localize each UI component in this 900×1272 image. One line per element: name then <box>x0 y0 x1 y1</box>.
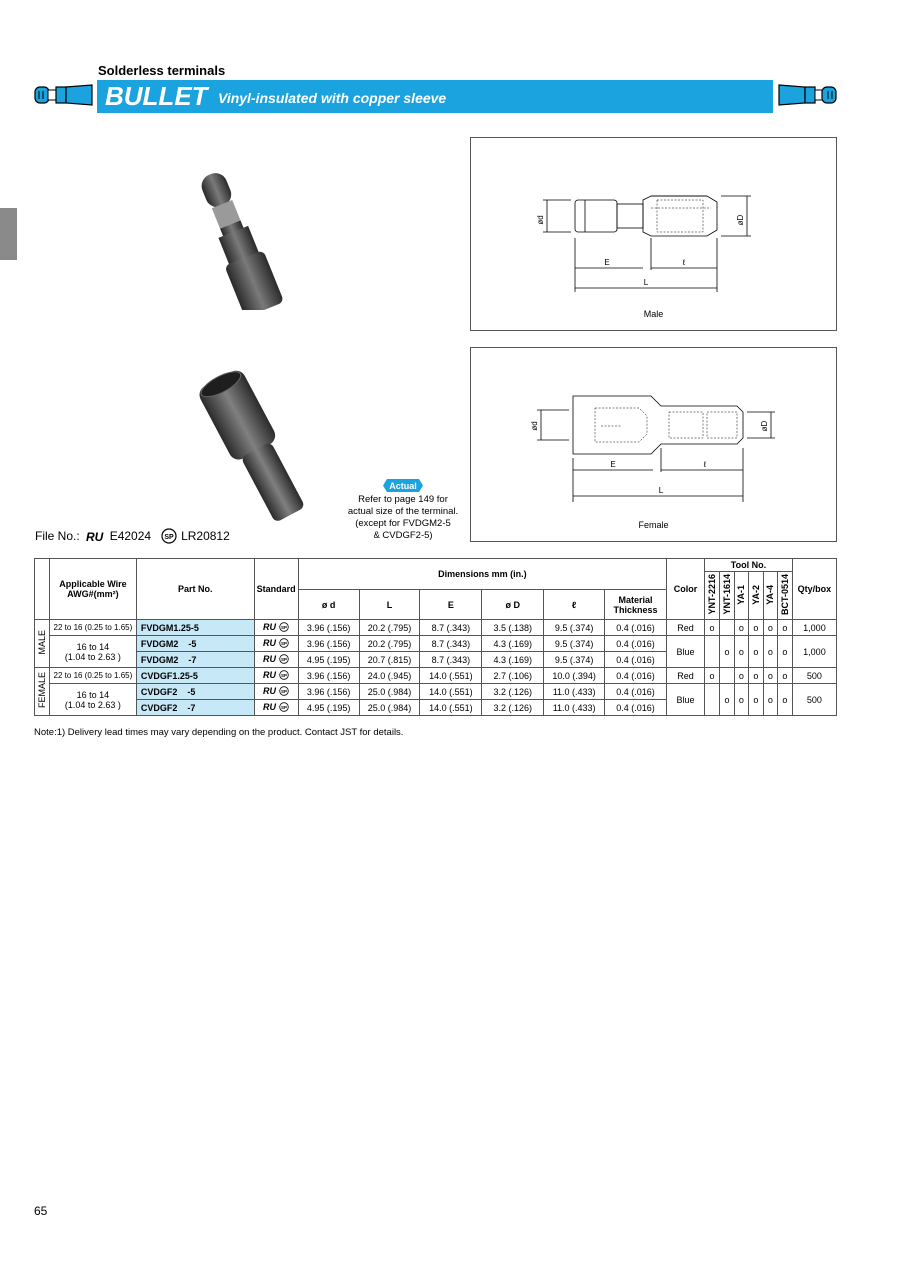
svg-text:SP: SP <box>281 672 288 678</box>
tool-col-header: BCT-0514 <box>779 573 790 616</box>
tool-cell <box>704 684 719 716</box>
part-header: Part No. <box>136 559 254 620</box>
dim-E-cell: 8.7 (.343) <box>420 620 482 636</box>
spec-table <box>34 558 837 716</box>
tool-cell: o <box>777 636 792 668</box>
male-label-d: ød <box>536 215 545 225</box>
dim-l-cell: 11.0 (.433) <box>544 700 605 716</box>
tool-cell: o <box>734 636 748 668</box>
tool-cell: o <box>734 668 748 684</box>
tool-cell: o <box>748 620 763 636</box>
wire-cell: 16 to 14 (1.04 to 2.63 ) <box>49 636 136 668</box>
footnote: Note:1) Delivery lead times may vary depending on the product. Contact JST for details. <box>34 727 404 738</box>
thickness-cell: 0.4 (.016) <box>605 684 667 700</box>
dim-l-header: ℓ <box>544 590 605 620</box>
svg-text:SP: SP <box>281 656 288 662</box>
tool-cell: o <box>719 684 734 716</box>
dim-l-cell: 10.0 (.394) <box>544 668 605 684</box>
dim-L-cell: 20.7 (.815) <box>359 652 420 668</box>
tool-cell: o <box>763 684 777 716</box>
title-bar <box>97 80 773 113</box>
female-label-l: ℓ <box>703 460 707 469</box>
table-row <box>35 636 837 652</box>
ul-mark-icon <box>86 530 106 542</box>
csa-file-number: LR20812 <box>181 529 230 543</box>
page-subtitle: Vinyl-insulated with copper sleeve <box>218 90 447 106</box>
female-caption: Female <box>638 520 669 530</box>
tool-header: Tool No. <box>704 559 792 572</box>
svg-text:RU: RU <box>263 702 277 712</box>
qty-cell: 500 <box>792 684 836 716</box>
qty-cell: 500 <box>792 668 836 684</box>
tool-cell <box>704 636 719 668</box>
male-label-L: L <box>643 278 649 287</box>
dim-D-cell: 4.3 (.169) <box>482 652 544 668</box>
svg-text:RU: RU <box>263 686 277 696</box>
dim-L-cell: 20.2 (.795) <box>359 636 420 652</box>
standard-icons <box>254 684 298 700</box>
thickness-cell: 0.4 (.016) <box>605 652 667 668</box>
dim-D-cell: 3.2 (.126) <box>482 700 544 716</box>
dim-d-cell: 3.96 (.156) <box>298 668 359 684</box>
standard-header: Standard <box>254 559 298 620</box>
category-label: Solderless terminals <box>98 63 226 78</box>
tool-col-header: YNT-2216 <box>706 574 717 615</box>
svg-text:SP: SP <box>281 688 288 694</box>
ul-mark-icon <box>263 702 277 711</box>
dim-d-cell: 3.96 (.156) <box>298 684 359 700</box>
wire-cell: 16 to 14 (1.04 to 2.63 ) <box>49 684 136 716</box>
male-label-D: øD <box>736 214 745 226</box>
actual-size-note <box>338 494 468 542</box>
material-header: Material Thickness <box>605 590 667 620</box>
dim-d-cell: 3.96 (.156) <box>298 620 359 636</box>
tool-cell <box>719 668 734 684</box>
wire-cell: 22 to 16 (0.25 to 1.65) <box>49 620 136 636</box>
svg-text:SP: SP <box>281 624 288 630</box>
dim-D-header: ø D <box>482 590 544 620</box>
dim-L-cell: 25.0 (.984) <box>359 684 420 700</box>
actual-note-line: Refer to page 149 for <box>358 494 448 505</box>
standard-icons <box>254 668 298 684</box>
dim-E-cell: 14.0 (.551) <box>420 684 482 700</box>
ul-mark-icon <box>263 638 277 647</box>
dim-l-cell: 9.5 (.374) <box>544 620 605 636</box>
ul-file-number: E42024 <box>109 529 152 543</box>
tool-col-header: YA-1 <box>736 584 747 605</box>
wire-header: Applicable Wire AWG#(mm²) <box>49 559 136 620</box>
tool-cell: o <box>704 620 719 636</box>
svg-text:SP: SP <box>281 640 288 646</box>
dim-E-cell: 8.7 (.343) <box>420 652 482 668</box>
dim-L-cell: 25.0 (.984) <box>359 700 420 716</box>
svg-text:SP: SP <box>281 704 288 710</box>
dim-d-header: ø d <box>298 590 359 620</box>
standard-icons <box>254 620 298 636</box>
male-terminal-photo <box>185 160 325 310</box>
svg-text:RU: RU <box>263 670 277 680</box>
actual-badge <box>383 479 423 492</box>
tool-cell: o <box>704 668 719 684</box>
thickness-cell: 0.4 (.016) <box>605 700 667 716</box>
tool-cell <box>719 620 734 636</box>
female-label-D: øD <box>760 420 769 432</box>
color-cell: Red <box>667 620 705 636</box>
dim-l-cell: 9.5 (.374) <box>544 652 605 668</box>
tool-col-header: YA-2 <box>750 584 761 605</box>
ul-mark-icon <box>263 670 277 679</box>
tool-cell: o <box>748 636 763 668</box>
tool-cell: o <box>734 620 748 636</box>
tool-cell: o <box>719 636 734 668</box>
group-label-male: MALE <box>36 630 47 655</box>
qty-header: Qty/box <box>792 559 836 620</box>
tool-cell: o <box>763 636 777 668</box>
csa-mark-icon <box>279 686 289 696</box>
female-label-d: ød <box>530 421 539 431</box>
table-row <box>35 668 837 684</box>
table-row <box>35 684 837 700</box>
thickness-cell: 0.4 (.016) <box>605 620 667 636</box>
bullet-terminal-icon <box>34 84 94 106</box>
part-number: CVDGF1.25-5 <box>136 668 254 684</box>
standard-icons <box>254 700 298 716</box>
dim-L-cell: 20.2 (.795) <box>359 620 420 636</box>
actual-note-line: actual size of the terminal. <box>347 506 459 517</box>
dim-E-header: E <box>420 590 482 620</box>
dim-L-cell: 24.0 (.945) <box>359 668 420 684</box>
csa-mark-icon <box>279 638 289 648</box>
dim-E-cell: 8.7 (.343) <box>420 636 482 652</box>
male-label-E: E <box>604 258 610 267</box>
female-terminal-photo <box>185 365 335 525</box>
qty-cell: 1,000 <box>792 620 836 636</box>
svg-text:SP: SP <box>164 534 174 541</box>
tool-cell: o <box>748 684 763 716</box>
female-dimension-drawing <box>470 347 837 542</box>
color-cell: Red <box>667 668 705 684</box>
page-title: BULLET <box>105 81 208 111</box>
csa-mark-icon <box>279 622 289 632</box>
dim-E-cell: 14.0 (.551) <box>420 668 482 684</box>
part-number: FVDGM1.25-5 <box>136 620 254 636</box>
svg-text:RU: RU <box>85 530 104 542</box>
svg-text:RU: RU <box>263 654 277 664</box>
dim-D-cell: 3.5 (.138) <box>482 620 544 636</box>
male-label-l: ℓ <box>682 258 686 267</box>
side-tab <box>0 208 17 260</box>
standard-icons <box>254 636 298 652</box>
dim-E-cell: 14.0 (.551) <box>420 700 482 716</box>
male-dimension-drawing <box>470 137 837 331</box>
page-number: 65 <box>34 1204 48 1218</box>
color-header: Color <box>667 559 705 620</box>
color-cell: Blue <box>667 636 705 668</box>
tool-cell: o <box>777 684 792 716</box>
dim-d-cell: 4.95 (.195) <box>298 652 359 668</box>
female-label-E: E <box>610 460 616 469</box>
csa-mark-icon <box>279 654 289 664</box>
csa-mark-icon <box>279 702 289 712</box>
dim-l-cell: 9.5 (.374) <box>544 636 605 652</box>
tool-col-header: YA-4 <box>765 584 776 605</box>
color-cell: Blue <box>667 684 705 716</box>
qty-cell: 1,000 <box>792 636 836 668</box>
dim-D-cell: 3.2 (.126) <box>482 684 544 700</box>
ul-mark-icon <box>263 686 277 695</box>
thickness-cell: 0.4 (.016) <box>605 668 667 684</box>
bullet-terminal-icon <box>777 84 837 106</box>
csa-mark-icon <box>279 670 289 680</box>
part-number: CVDGF2 -5 <box>136 684 254 700</box>
tool-col-header: YNT-1614 <box>721 574 732 615</box>
svg-text:RU: RU <box>263 622 277 632</box>
tool-cell: o <box>763 668 777 684</box>
actual-note-line: & CVDGF2-5) <box>373 530 433 541</box>
female-label-L: L <box>658 486 664 495</box>
tool-cell: o <box>777 620 792 636</box>
male-caption: Male <box>643 309 664 319</box>
tool-cell: o <box>748 668 763 684</box>
dimensions-header: Dimensions mm (in.) <box>298 559 666 590</box>
tool-cell: o <box>777 668 792 684</box>
table-row <box>35 620 837 636</box>
dim-D-cell: 4.3 (.169) <box>482 636 544 652</box>
dim-D-cell: 2.7 (.106) <box>482 668 544 684</box>
part-number: FVDGM2 -5 <box>136 636 254 652</box>
file-number <box>35 528 236 544</box>
dim-l-cell: 11.0 (.433) <box>544 684 605 700</box>
dim-d-cell: 4.95 (.195) <box>298 700 359 716</box>
group-header-blank <box>35 559 50 620</box>
actual-badge-label: Actual <box>389 481 417 491</box>
csa-mark-icon <box>161 528 177 544</box>
tool-cell: o <box>734 684 748 716</box>
file-no-label: File No.: <box>35 529 80 543</box>
svg-text:RU: RU <box>263 638 277 648</box>
part-number: CVDGF2 -7 <box>136 700 254 716</box>
group-label-female: FEMALE <box>36 672 47 709</box>
ul-mark-icon <box>263 622 277 631</box>
ul-mark-icon <box>263 654 277 663</box>
part-number: FVDGM2 -7 <box>136 652 254 668</box>
tool-cell: o <box>763 620 777 636</box>
wire-cell: 22 to 16 (0.25 to 1.65) <box>49 668 136 684</box>
dim-L-header: L <box>359 590 420 620</box>
dim-d-cell: 3.96 (.156) <box>298 636 359 652</box>
standard-icons <box>254 652 298 668</box>
thickness-cell: 0.4 (.016) <box>605 636 667 652</box>
actual-note-line: (except for FVDGM2-5 <box>355 518 451 529</box>
